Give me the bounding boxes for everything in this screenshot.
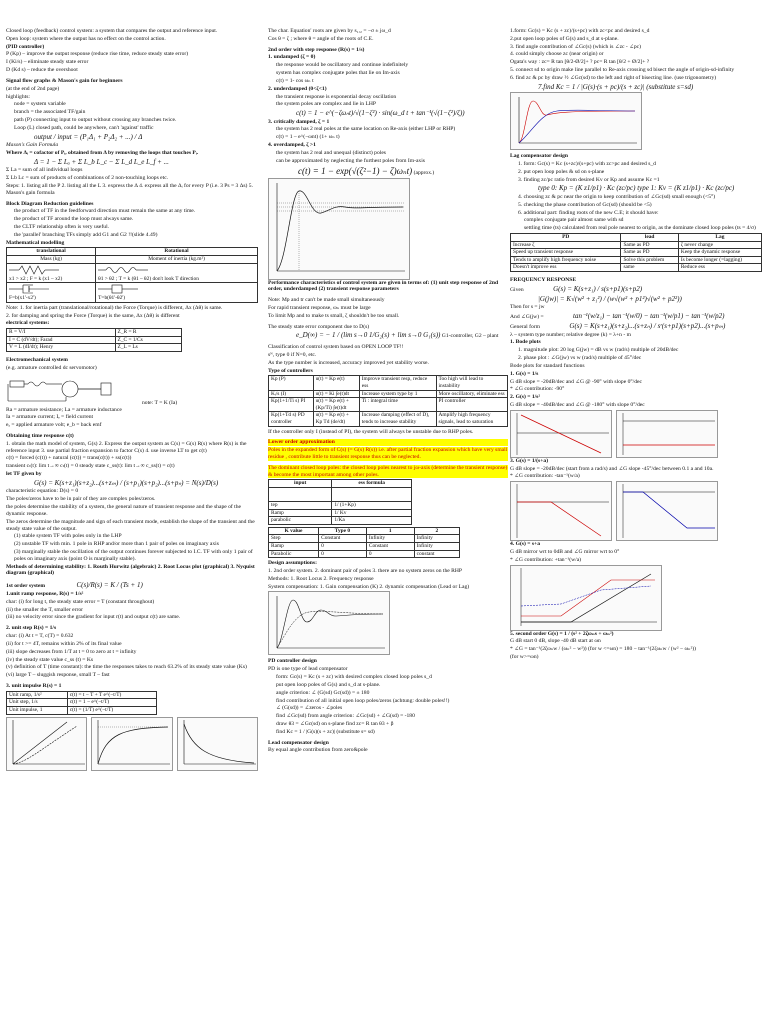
text: Performance characteristics of control system are given in terms of: (1) unit step response of 2nd order, underdamped (2) transient response parameters: [268, 279, 499, 293]
text: char: (i) At t = T, c(T) = 0.632: [6, 633, 74, 640]
text: Ra = armature resistance; La = armature inductance: [6, 406, 122, 413]
damper-diagram: [9, 283, 49, 295]
table-cell: R = V/I: [7, 329, 116, 337]
table-cell: u(t) = Ki ∫e(t)dt: [313, 390, 359, 398]
lead-response-plot: [510, 92, 642, 150]
general-form-equation: G(s) = K(s+z₁)(s+z₂)...(s+zₙ) / sʳ(s+p1)(s+p2)...(s+pₘ): [569, 321, 726, 330]
heading: Lag compensator design: [510, 153, 569, 160]
heading: Mathematical modelling: [6, 239, 65, 246]
table-cell: Same as PD: [621, 249, 678, 257]
heading: (PID controller): [6, 43, 45, 50]
text: PD is one type of lead compensator: [268, 666, 348, 673]
ramp-response-plot: [6, 717, 87, 771]
table-cell: Unit ramp, 1/s²: [7, 691, 68, 699]
text: (iv) the steady state value c_ss (t) = Ks: [6, 656, 94, 663]
table-cell: Keep the dynamic response: [678, 249, 761, 257]
table-cell: PI controller: [436, 398, 507, 412]
text: (at the end of 2nd page): [6, 85, 60, 92]
text: To limit Mp and to make ts small, ζ shouldn't be too small.: [268, 312, 400, 319]
table-cell: c(t) = (1/T) e^(−t/T): [67, 706, 156, 714]
table-cell: I = C (dV/dt); Farad: [7, 336, 116, 344]
compensator-comparison-table: [510, 233, 762, 272]
table-cell: Speed up transient response: [511, 249, 621, 257]
highlight-text: The dominant closed loop poles: the closed loop poles nearest to jω-axis (determine the transient response) & become the most important among other poles.: [268, 464, 508, 478]
list-item: the 'parallel' branching TFs simply add G1 and G2 !!(slide 4.49): [14, 231, 158, 238]
text: * ∠G contribution: -tan⁻¹(w/a): [510, 473, 580, 480]
table-cell: same: [621, 264, 678, 272]
table-cell: Too high will lead to instability: [436, 376, 507, 390]
text: [510, 285, 762, 294]
text: The poles/zeros have to be in pair of they are complex poles/zeros.: [6, 496, 156, 503]
list-item: branch = the associated TF/gain: [14, 109, 86, 116]
list-item: 2. phase plot : ∠G(jw) vs w (rad/s) multiple of 45°/dec: [518, 355, 642, 362]
table-cell: Improve transient resp, reduce ess: [359, 376, 436, 390]
list-item: 6. additional part: finding roots of the new C.E; it should have:: [518, 209, 659, 216]
text: 1. obtain the math model of system, G(s) 2. Express the output system as C(s) = G(s) R(s) where R(s) is the reference input 3. use partial fraction expansion to factor C(s) 4. use inverse LT to get c(t): [6, 440, 247, 454]
table-cell: tep: [269, 502, 332, 510]
text: Ia = armature current; Iₑ = field current: [6, 414, 94, 421]
table-cell: constant: [414, 550, 459, 558]
text: eₐ = applied armature volt; e_b = back emf: [6, 422, 102, 429]
bode-magnitude-1-over-s2-plot: [510, 410, 612, 458]
list-item: put open loop poles of G(s) and s_d at s-plane.: [276, 681, 381, 688]
text: 1. 2nd order system. 2. dominant pair of poles 3. there are no system zeros on the RHP: [268, 568, 463, 575]
servomotor-circuit-diagram: [6, 373, 136, 407]
table-header: Lag: [678, 234, 761, 242]
table-cell: c(t) = t − T + T e^(−t/T): [67, 691, 156, 699]
text: Methods of determining stability: 1. Routh Hurwitz (algebraic) 2. Root Locus plot (graphical) 3. Nyquist diagram (graphical): [6, 563, 255, 577]
note: (approx.): [413, 169, 435, 176]
text: G dB start 0 dB, slope -40 dB start at ωn: [510, 638, 601, 645]
table-cell: Unit impulse, 1: [7, 706, 68, 714]
compensated-response-plot: [268, 591, 390, 655]
table-cell: 0: [366, 550, 414, 558]
note: note: T = K (Ia): [142, 399, 178, 406]
table-cell: 1/ Kv: [332, 509, 412, 517]
table-cell: Unit step, 1/s: [7, 699, 68, 707]
highlight-heading: Lower order approximation: [268, 439, 508, 446]
text: [268, 166, 508, 177]
heading: 1. Bode plots: [510, 339, 541, 346]
table-header: PD: [511, 234, 621, 242]
text: transient cₜ(t): lim t→∞ cₜ(t) = 0 steady state c_ss(t): lim t→∞ c_ss(t) = c(t): [6, 463, 175, 470]
table-cell: [96, 263, 258, 283]
spring-diagram: [9, 264, 59, 276]
list-item: system has complex conjugate poles that lie on Im-axis: [276, 70, 400, 77]
column-3: [510, 28, 762, 1018]
text: The char. Equation' roots are given by s₁,₂ = −σ ± jω_d: [268, 28, 391, 34]
text: Σ La = sum of all individual loops: [6, 167, 83, 174]
text: the poles determine the stability of a system, the general nature of transient response and the shape of the dynamic response.: [6, 504, 242, 517]
list-item: draw θ3 = ∠Gc(sd) on s-plane find zc= R tan θ3 + β: [276, 720, 394, 727]
controller-types-table: [268, 375, 508, 426]
table-cell: u(t) = Kp e(t) + (Kp/Ti) ∫e(t)dt: [313, 398, 359, 412]
list-item: can be approximated by neglecting the furthest poles from Im-axis: [276, 157, 425, 164]
heading: Signal flow graphs & Mason's gain for beginners: [6, 77, 123, 84]
list-item: the product of TF around the loop must always same.: [14, 216, 134, 223]
text: sᴺ, type 0 if N=0, etc.: [268, 352, 317, 358]
text: 4. could simply choose zc (near origin) or: [510, 51, 604, 58]
table-header: lead: [621, 234, 678, 242]
heading: 1st order system: [6, 583, 46, 590]
table-cell: Increase damping (effect of D), tends to increase stability: [359, 412, 436, 426]
table-cell: Increase ζ: [511, 241, 621, 249]
text: Cos θ = ζ ; where θ = angle of the roots of C.E.: [268, 35, 374, 42]
heading: FREQUENCY RESPONSE: [510, 277, 577, 284]
text: (v) definition of T (time constant): the time the responses takes to reach 63.2% of its steady state value (Ks): [6, 664, 247, 671]
mason-equation: output / input = (P₁Δ₁ + P₂Δ₂ + ...) / Δ: [34, 132, 143, 141]
table-cell: c(t) = 1 − e^(−t/T): [67, 699, 156, 707]
table-cell: Doesn't improve ess: [511, 264, 621, 272]
table-header: K value: [269, 527, 319, 535]
text: 5. connect sd to origin make line parallel to Re-axis crossing sd bisect the angle of origin-sd-infinity: [510, 67, 735, 74]
table-header: ess formula: [332, 480, 412, 488]
heading: Electromechanical system: [6, 356, 68, 363]
text: 2.put open loop poles of G(s) and s_d at s-plane.: [510, 35, 619, 42]
table-cell: Infinity: [366, 535, 414, 543]
table-cell: 1/ (1+Kp): [332, 502, 412, 510]
text: [510, 312, 762, 321]
table-cell: Kp(1+1/Ti s) PI: [269, 398, 314, 412]
table-cell: Kp (P): [269, 376, 314, 390]
list-item: settling time (ts) calculated from real pole nearest to origin, as the dominate closed loop poles (ts = 4/σ): [524, 225, 756, 232]
text: Where Δᵢ = cofactor of Pᵢ, obtained from Δ by removing the loops that touches Pᵢ.: [6, 149, 199, 156]
heading: Lead compensator design: [268, 739, 329, 746]
text: * ∠G contribution: +tan⁻¹(w/a): [510, 556, 582, 563]
table-header: 2: [414, 527, 459, 535]
text: By equal angle contribution from zero&pole: [268, 747, 368, 754]
heading: Design assumptions:: [268, 560, 317, 567]
list-item: 1. magnitude plot: 20 log G(jw) = dB vs w (rad/s) multiple of 20dB/dec: [518, 347, 679, 354]
bode-magnitude-first-order-plot: [510, 481, 612, 541]
list-item: 1. form: Gc(s) = Kc (s+zc)/(s+pc) with zc>pc and desired s_d: [518, 161, 656, 168]
lead-gain-equation: 7.find Kc = 1 / |G(s)·(s + pc)/(s + zc)| (substitute s=sd): [538, 82, 694, 91]
text: System compensation: 1. Gain compensation (K) 2. dynamic compensation (Lead or Lag): [268, 583, 470, 590]
given-equation: G(s) = K(s+z₁) / s(s+p1)(s+p2): [553, 284, 643, 293]
text: 1.form: Gc(s) = Kc (s + zc)/(s+pc) with zc<pc and desired s_d: [510, 28, 650, 34]
text: The steady state error component due to D(s): [268, 323, 370, 330]
caption: Mason's Gain Formula: [6, 142, 59, 149]
text: 2. for damping and spring the Force (Torque) is the same, Δx (Δθ) is different: [6, 312, 180, 319]
text: [268, 331, 508, 340]
list-item: the CLTF relationship often is very useful.: [14, 223, 110, 230]
list-item: (2) unstable TF with min. 1 pole in RHP and/or more than 1 pair of poles on imaginary axis: [14, 541, 219, 548]
heading: 2nd order with step response (R(s) = 1/s): [268, 46, 365, 53]
text: * ∠G contribution: -90°: [510, 386, 565, 393]
text: The zeros determine the magnitude and sign of each transient mode, establish the shape of the transient and the steady state value of the output.: [6, 518, 255, 532]
table-cell: [96, 283, 258, 303]
table-cell: Z_C = 1/Cs: [115, 336, 182, 344]
heading: 1. G(s) = 1/s: [510, 370, 539, 377]
column-2: [268, 28, 508, 1018]
bode-phase-1-over-s2-plot: [616, 410, 718, 458]
text: P (Kp) – improve the output response (reduce rise time, reduce steady state error): [6, 51, 189, 58]
heading: 2. unit step R(s) = 1/s: [6, 625, 57, 632]
list-item: the response would be oscillatory and continue indefinitely: [276, 62, 409, 69]
heading: 5. second order G(s) = 1 / (s² + 2ζωₙs + ωₙ²): [510, 630, 614, 637]
text: [6, 471, 258, 478]
text: (e.g. armature controlled dc servomotor): [6, 364, 97, 371]
table-cell: Kp(1+Td s) PD controller: [269, 412, 314, 426]
impulse-response-plot: [177, 717, 258, 771]
table-cell: 0: [319, 543, 367, 551]
heading: 2. underdamped (0<ζ<1): [268, 85, 327, 92]
table-cell: Ramp: [269, 543, 319, 551]
text: Note: Mp and tr can't be made small simultaneously: [268, 297, 385, 304]
text: As the type number is increased, accuracy improved yet stability worse.: [268, 359, 429, 366]
list-item: c(t) = 1- cos ωₙ t: [276, 77, 314, 84]
heading: PD controller design: [268, 658, 317, 665]
table-header: translational: [7, 248, 96, 256]
table-cell: u(t) = Kp e(t): [313, 376, 359, 390]
heading: 2. G(s) = 1/s²: [510, 394, 541, 401]
list-item: the system poles are complex and lie in LHP: [276, 101, 377, 108]
list-item: c(t) = 1 – e^(−ωnt) (1+ ωₙ t): [276, 134, 340, 141]
table-header: Rotational: [96, 248, 258, 256]
list-item: 3. finding zc/pc ratio from desired Kv or Kp and assume Kc =1: [518, 176, 660, 183]
table-cell-text: T=b(θ1'-θ2'): [98, 295, 126, 302]
text: * ∠G = tan⁻¹(2ζωₙw / (ωₙ² − w²)) (for w <=ωn) = 180 − tan⁻¹(2ζωₙw / (w² − ωₙ²)): [510, 646, 696, 653]
text: Steps: 1. listing all the P 2. listing all the L 3. express the Δ 4. express all the Δᵢ for every P (i.e. 3 Ps = 3 Δs) 5. Mason's gain formula: [6, 182, 253, 196]
list-item: node = system variable: [14, 101, 66, 108]
heading: 1. undamped (ζ = 0): [268, 54, 316, 61]
text: G dB mirror wrt to 0dB and ∠G mirror wrt to 0°: [510, 549, 620, 555]
heading: 1.unit ramp response, R(s) = 1/s²: [6, 591, 84, 597]
text: Ogata's way : zc= R tan [θ/2-Ø/2]+ ? pc= R tan [θ/2 + Ø/2]+ ?: [510, 59, 650, 66]
table-cell: Infinity: [414, 535, 459, 543]
table-cell: Ramp: [269, 509, 332, 517]
table-cell: Moment of inertia (kg.m²): [96, 255, 258, 263]
heading: Obtaining time response c(t): [6, 433, 74, 440]
text: (ii) the smaller the T, smaller error: [6, 606, 83, 613]
text: I (Ki/s) – eliminate steady state error: [6, 59, 89, 66]
text: For rapid transient response, ωₙ must be large: [268, 304, 371, 311]
table-cell: [7, 283, 96, 303]
table-cell: Parabolic: [269, 550, 319, 558]
table-cell-text: x1 > x2 ; F = k (x1 – x2): [9, 275, 63, 282]
text: 6. find zc & pc by draw ½ ∠Gc(sd) to the left and right of bisecting line. (use trigonometry): [510, 74, 717, 81]
table-cell: Constant: [366, 543, 414, 551]
text: Note: 1. for inertia part (translational/rotational) the Force (Torque) is different, Δx (Δθ) is same.: [6, 304, 223, 311]
label: General form: [510, 323, 540, 330]
text: G dB slope = -40dB/dec and ∠G @ -180° with slope 0°/dec: [510, 401, 645, 408]
column-1: [6, 28, 258, 1018]
text: Bode plots for standard functions: [510, 362, 585, 369]
steady-state-error-table: [268, 479, 412, 524]
text: (iii) slope decreases from 1/T at t = 0 to zero at t = infinity: [6, 648, 137, 655]
steady-state-error-equation: e_D(∞) = − 1 / (lim s→0 1/G₂(s) + lim s→0 G₁(s)): [296, 331, 441, 340]
first-order-equation: C(s)/R(s) = K / (Ts + 1): [76, 581, 143, 590]
list-item: find ∠Gc(sd) from angle criterion: ∠Gc(sd) + ∠G(sd) = -180: [276, 713, 415, 720]
list-item: ∠ (G(sd)) = ∠zeros - ∠poles: [276, 705, 343, 712]
list-item: (3) marginally stable the oscillation of the output continues forever subjected to I.C. TF with only 1 pair of poles on imaginary axis (point O is marginally stable).: [14, 548, 253, 562]
text: (vi) large T – sluggish response, small T – fast: [6, 672, 110, 679]
text: [6, 581, 258, 590]
text: G dB slope = -20dB/dec and ∠G @ -90° with slope 0°/dec: [510, 378, 642, 385]
list-item: form: Gc(s) = Kc (s + zc) with desired complex closed loop poles s_d: [276, 674, 432, 681]
heading: 3. critically damped, ζ = 1: [268, 118, 330, 125]
rotational-damper-diagram: [98, 283, 138, 295]
text: [510, 322, 762, 331]
heading: electrical systems:: [6, 320, 50, 327]
text: c(t) = forced (c(t)) + natural (c(t)) = trans(c(t)) + ss(c(t)): [6, 455, 132, 462]
table-cell: Z_R = R: [115, 329, 182, 337]
table-cell: Z_L = Ls: [115, 344, 182, 352]
list-item: the system has 2 real and unequal (distinct) poles: [276, 149, 386, 156]
unit-response-table: [6, 691, 157, 715]
text: (iii) no velocity error since the gradient for input r(t) and output c(t) are same.: [6, 614, 181, 621]
electrical-table: [6, 328, 182, 352]
table-cell: ζ never change: [678, 241, 761, 249]
text: Open loop: system where the output has no effect on the control action.: [6, 35, 166, 42]
label: Given: [510, 286, 524, 293]
list-item: Loop (L) closed path, could be anywhere, can't 'against' traffic: [14, 124, 154, 131]
table-cell: Kᵢ/s (I): [269, 390, 314, 398]
text: Then for s = jw: [510, 304, 545, 311]
list-item: 4. choosing zc & pc near the origin to keep contribution of ∠Gc(sd) small enough (<5°): [518, 194, 716, 200]
text: G dB slope = -20dB/dec (start from a rad/s) and ∠G slope -45°/dec between 0.1 a and 10a.: [510, 465, 714, 472]
list-item: angle criterion: ∠ (G(sd) Gc(sd)) = ± 180: [276, 689, 370, 696]
table-cell: Tends to amplify high frequency noise: [511, 256, 621, 264]
text: highlights:: [6, 93, 30, 100]
heading: 4. G(s) = s+a: [510, 541, 540, 548]
underdamped-equation: c(t) = 1 − e^(−ζωₙt)/√(1−ζ²) · sin(ω_d t + tan⁻¹(√(1−ζ²)/ζ)): [296, 109, 465, 118]
torsion-spring-diagram: [98, 264, 148, 276]
text: D (Kd s) – reduce the overshoot: [6, 67, 78, 74]
step-response-plot: [91, 717, 172, 771]
table-cell: Mass (kg): [7, 255, 96, 263]
table-cell: Constant: [319, 535, 367, 543]
table-cell: parabolic: [269, 517, 332, 525]
highlight-text: Poles in the expanded form of C(s) (= G(s) R(s)) i.e. after partial fraction expansion which have very small residue , contribute little to transient response thus can be neglected.: [268, 447, 508, 461]
text: Σ Lb Lc = sum of products of combinations of 2 non-touching loops etc.: [6, 175, 169, 182]
text: characteristic equation: D(s) = 0: [6, 488, 79, 495]
table-header: 1: [366, 527, 414, 535]
text: char: (i) for long t, the steady state error = T (constant throughout): [6, 598, 155, 605]
text: Classification of control system based on OPEN LOOP TF!!: [268, 344, 404, 351]
table-cell: 1/Ka: [332, 517, 412, 525]
note: G1-controller, G2 – plant: [441, 333, 499, 340]
table-cell: [7, 263, 96, 283]
error-constant-table: [268, 527, 460, 558]
list-item: the product of TF in the feedforward direction must remain the same at any time.: [14, 208, 196, 215]
table-cell: Ti : integral time: [359, 398, 436, 412]
heading: 4. overdamped, ζ >1: [268, 142, 316, 149]
table-cell-text: θ1 > θ2 ; T = k (θ1 – θ2) don't look T direction: [98, 275, 199, 282]
text: Closed loop (feedback) control system: a system that compares the output and reference input.: [6, 28, 218, 34]
second-order-step-response-plot: [268, 178, 410, 280]
text: Methods: 1. Root Locus 2. Frequency response: [268, 575, 374, 582]
table-cell: 0: [319, 550, 367, 558]
table-cell: [269, 488, 332, 502]
table-cell: Step: [269, 535, 319, 543]
overdamped-equation: c(t) = 1 − exp(√(ζ²−1) − ζ)ωₙt): [298, 165, 413, 176]
text: If the controller only I (instead of PI), the system will always be unstable due to RHP poles.: [268, 428, 474, 435]
list-item: 5. checking the phase contribution of Gc(sd) (should be <5): [518, 201, 652, 208]
text: λ – system type number; relative degree (k) = λ+n - m: [510, 331, 631, 338]
table-cell: Same as PD: [621, 241, 678, 249]
table-header: input: [269, 480, 332, 488]
table-header: Type 0: [319, 527, 367, 535]
lag-ratio-equation: type 0: Kp = (K z1/p1) · Kc (zc/pc) type 1: Kv = (K z1/p1) · Kc (zc/pc): [538, 184, 735, 193]
list-item: find contribution of all initial open loop poles/zeros (achtung: double poles!!): [276, 697, 450, 704]
list-item: the system has 2 real poles at the same location on Re-axis (either LHP or RHP): [276, 126, 456, 133]
list-item: 2. put open loop poles & sd on s-plane: [518, 168, 605, 175]
list-item: path (P) connecting input to output without crossing any branches twice.: [14, 116, 177, 123]
bode-phase-first-order-plot: [616, 481, 718, 541]
heading: 3. unit impulse R(s) = 1: [6, 682, 62, 689]
table-cell: [332, 488, 412, 502]
heading: 3. G(s) = 1/(s+a): [510, 457, 549, 464]
list-item: the transient response is exponential decay oscillation: [276, 93, 397, 100]
text: 3. find angle contribution of ∠Gc(s) (which is ∠zc - ∠pc): [510, 43, 642, 50]
heading: let TF given by: [6, 471, 42, 478]
table-cell: V = L (dI/dt); Henry: [7, 344, 116, 352]
text: (ii) for t >= 4T, remains within 2% of its final value: [6, 640, 122, 647]
table-cell: Solve this problem: [621, 256, 678, 264]
transfer-function-equation: G(s) = K(s+z₁)(s+z₂)...(s+zₘ) / (s+p₁)(s+p₂)...(s+pₙ) = N(s)/D(s): [34, 478, 219, 487]
table-cell: u(t) = Kp e(t) + Kp Td (de/dt): [313, 412, 359, 426]
heading: Block Diagram Reduction guidelines: [6, 200, 94, 207]
text: (for w>=ωn): [510, 654, 539, 661]
table-cell: Increase system type by 1: [359, 390, 436, 398]
bode-s-plus-a-plot: [510, 565, 662, 631]
phase-equation: tan⁻¹(w/z₁) − tan⁻¹(w/0) − tan⁻¹(w/p1) − tan⁻¹(w/p2): [573, 312, 725, 320]
table-cell: Is become longer (=lagging): [678, 256, 761, 264]
table-cell: Infinity: [414, 543, 459, 551]
list-item: (1) stable system TF with poles only in the LHP: [14, 533, 122, 540]
heading: Type of controllers: [268, 367, 313, 374]
table-cell-text: F=b(x1'-x2'): [9, 295, 36, 302]
table-cell: Amplify high frequency signals, lead to saturation: [436, 412, 507, 426]
table-cell: Reduce ess: [678, 264, 761, 272]
table-cell: More oscillatory, eliminate ess: [436, 390, 507, 398]
delta-equation: Δ = 1 − Σ Lₐ + Σ L_b L_c − Σ L_d L_e L_f + ...: [34, 157, 169, 166]
magnitude-equation: |G(jw)| = K√(w² + z₁²) / (w√(w² + p1²)√(w² + p2²)): [538, 294, 682, 303]
list-item: complex conjugate pair almost same with sd: [524, 217, 624, 224]
list-item: find Kc = 1 / |G(s)(s + zc)| (substitute s= sd): [276, 728, 375, 735]
label: And ∠G(jw) =: [510, 314, 544, 320]
mechanical-table: [6, 247, 258, 302]
